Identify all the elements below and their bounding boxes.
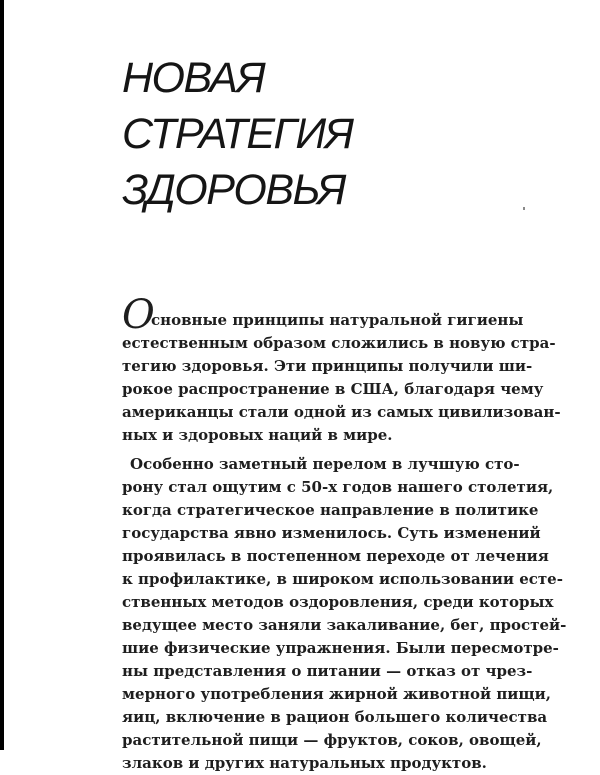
paragraph-2-line-9: шие физические упражнения. Были пересмотре- xyxy=(122,639,559,657)
paragraph-2-line-8: ведущее место заняли закаливание, бег, простей- xyxy=(122,616,567,634)
paragraph-2-line-6: к профилактике, в широком использовании есте- xyxy=(122,570,563,588)
paragraph-2-line-12: яиц, включение в рацион большего количества xyxy=(122,708,548,726)
paragraph-1-line-1: сновные принципы натуральной гигиены xyxy=(151,311,524,329)
paragraph-2-line-1: Особенно заметный перелом в лучшую сто- xyxy=(130,455,520,473)
paragraph-2-line-7: ственных методов оздоровления, среди которых xyxy=(122,593,554,611)
paragraph-1-line-2: естественным образом сложились в новую стра- xyxy=(122,334,556,352)
scan-edge-bar xyxy=(0,0,4,750)
paragraph-2-line-2: рону стал ощутим с 50-х годов нашего столетия, xyxy=(122,478,554,496)
paragraph-2 xyxy=(122,453,567,775)
heading-line-2: СТРАТЕГИЯ xyxy=(122,110,353,158)
paragraph-2-line-3: когда стратегическое направление в политике xyxy=(122,501,539,519)
paragraph-1-line-6: ных и здоровых наций в мире. xyxy=(122,426,393,444)
paragraph-1-line-3: тегию здоровья. Эти принципы получили ши- xyxy=(122,357,533,375)
chapter-heading xyxy=(122,50,542,218)
paragraph-1-line-5: американцы стали одной из самых цивилизован- xyxy=(122,403,561,421)
heading-line-3: ЗДОРОВЬЯ xyxy=(122,166,345,214)
paragraph-2-line-13: растительной пищи — фруктов, соков, овощей, xyxy=(122,731,542,749)
paragraph-2-line-4: государства явно изменилось. Суть изменений xyxy=(122,524,541,542)
paragraph-2-line-5: проявилась в постепенном переходе от лечения xyxy=(122,547,549,565)
body-text xyxy=(122,292,567,775)
paragraph-2-line-14: злаков и других натуральных продуктов. xyxy=(122,754,487,772)
drop-cap: О xyxy=(122,292,155,338)
paragraph-2-line-10: ны представления о питании — отказ от чрез- xyxy=(122,662,533,680)
paragraph-1-line-4: рокое распространение в США, благодаря чему xyxy=(122,380,544,398)
paragraph-1 xyxy=(122,292,561,447)
paragraph-1-first-line xyxy=(122,292,524,338)
paragraph-2-line-11: мерного употребления жирной животной пищи, xyxy=(122,685,552,703)
heading-line-1: НОВАЯ xyxy=(122,54,265,102)
